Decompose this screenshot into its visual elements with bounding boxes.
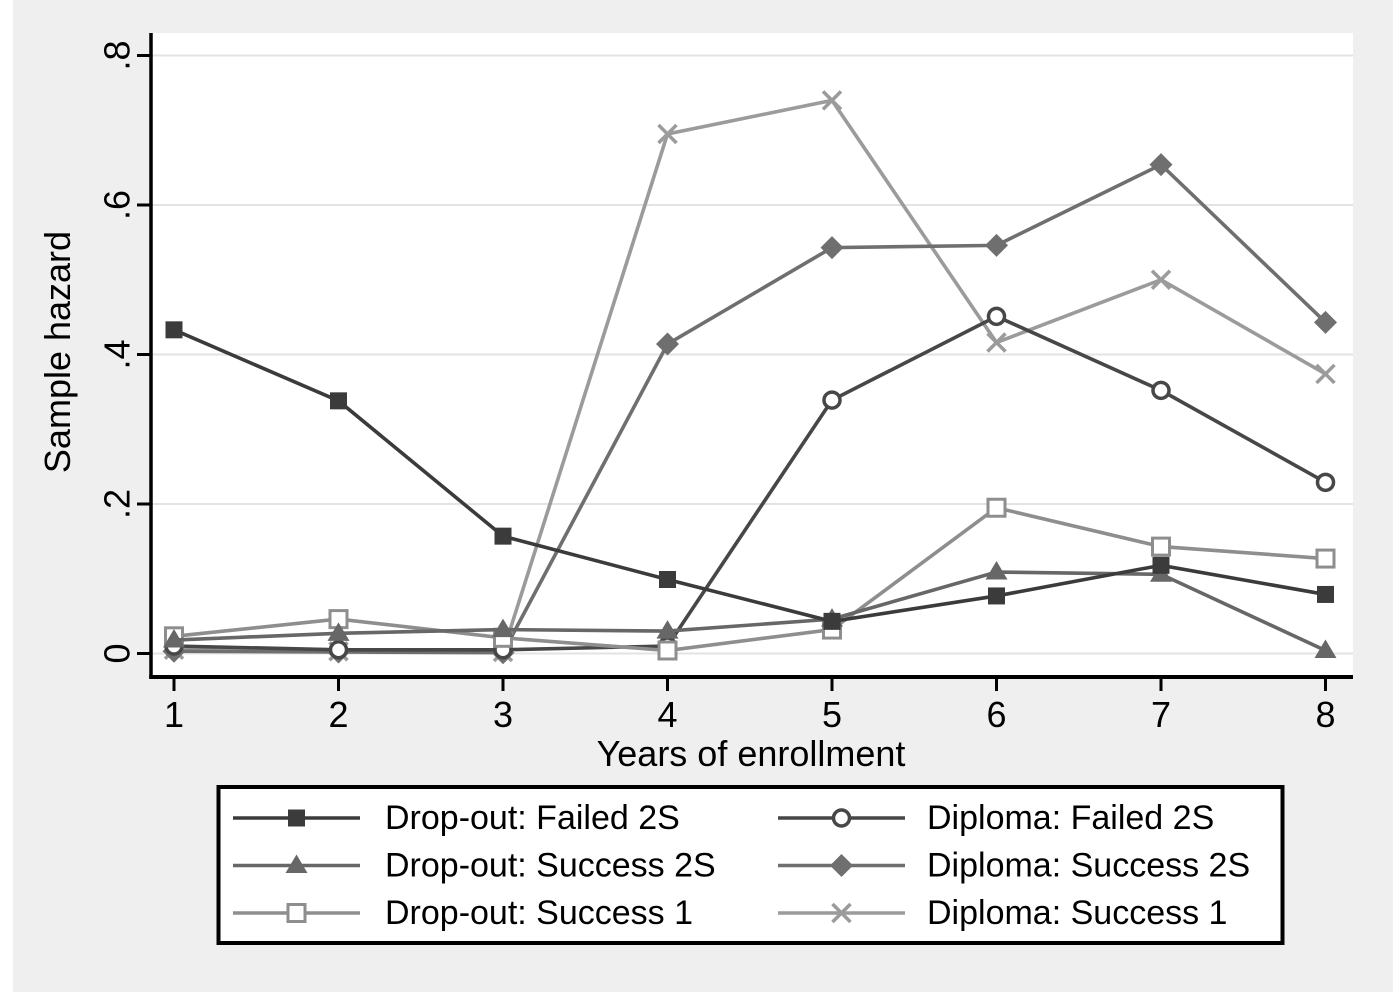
- filled-square-marker-icon: [659, 571, 676, 588]
- x-tick-label: 4: [657, 694, 678, 735]
- x-tick-label: 2: [328, 694, 349, 735]
- open-square-marker-icon: [1317, 550, 1334, 567]
- legend: [219, 787, 1283, 943]
- x-axis-title: Years of enrollment: [596, 733, 906, 774]
- open-square-marker-icon: [288, 905, 305, 922]
- legend-label: Diploma: Success 2S: [927, 846, 1251, 885]
- x-tick-label: 5: [821, 694, 843, 735]
- y-tick-label: .8: [96, 40, 138, 71]
- open-circle-marker-icon: [989, 308, 1005, 324]
- open-circle-marker-icon: [824, 392, 840, 408]
- legend-label: Diploma: Failed 2S: [927, 799, 1215, 837]
- x-tick-label: 3: [492, 694, 514, 735]
- y-tick-label: .2: [96, 488, 138, 520]
- x-tick-label: 1: [163, 694, 185, 735]
- legend-label: Drop-out: Success 1: [385, 894, 694, 932]
- open-square-marker-icon: [1153, 538, 1170, 555]
- y-axis-title: Sample hazard: [37, 230, 78, 474]
- y-tick-label: 0: [96, 643, 138, 664]
- open-circle-marker-icon: [834, 810, 850, 826]
- filled-square-marker-icon: [988, 587, 1005, 604]
- open-circle-marker-icon: [331, 642, 347, 658]
- x-tick-label: 7: [1150, 694, 1172, 735]
- y-tick-label: .6: [96, 189, 138, 221]
- y-tick-label: .4: [96, 339, 138, 370]
- filled-square-marker-icon: [1153, 557, 1170, 574]
- filled-square-marker-icon: [1317, 586, 1334, 603]
- filled-square-marker-icon: [330, 392, 347, 409]
- x-tick-label: 6: [986, 694, 1007, 735]
- open-square-marker-icon: [988, 499, 1005, 516]
- x-tick-label: 8: [1315, 694, 1336, 735]
- legend-label: Diploma: Success 1: [927, 894, 1228, 932]
- filled-square-marker-icon: [824, 613, 841, 630]
- open-square-marker-icon: [659, 642, 676, 659]
- legend-label: Drop-out: Success 2S: [385, 846, 716, 885]
- open-circle-marker-icon: [1318, 474, 1334, 490]
- open-circle-marker-icon: [1153, 382, 1169, 398]
- filled-square-marker-icon: [495, 528, 512, 545]
- filled-square-marker-icon: [288, 810, 305, 827]
- legend-label: Drop-out: Failed 2S: [385, 799, 680, 837]
- filled-square-marker-icon: [166, 321, 183, 338]
